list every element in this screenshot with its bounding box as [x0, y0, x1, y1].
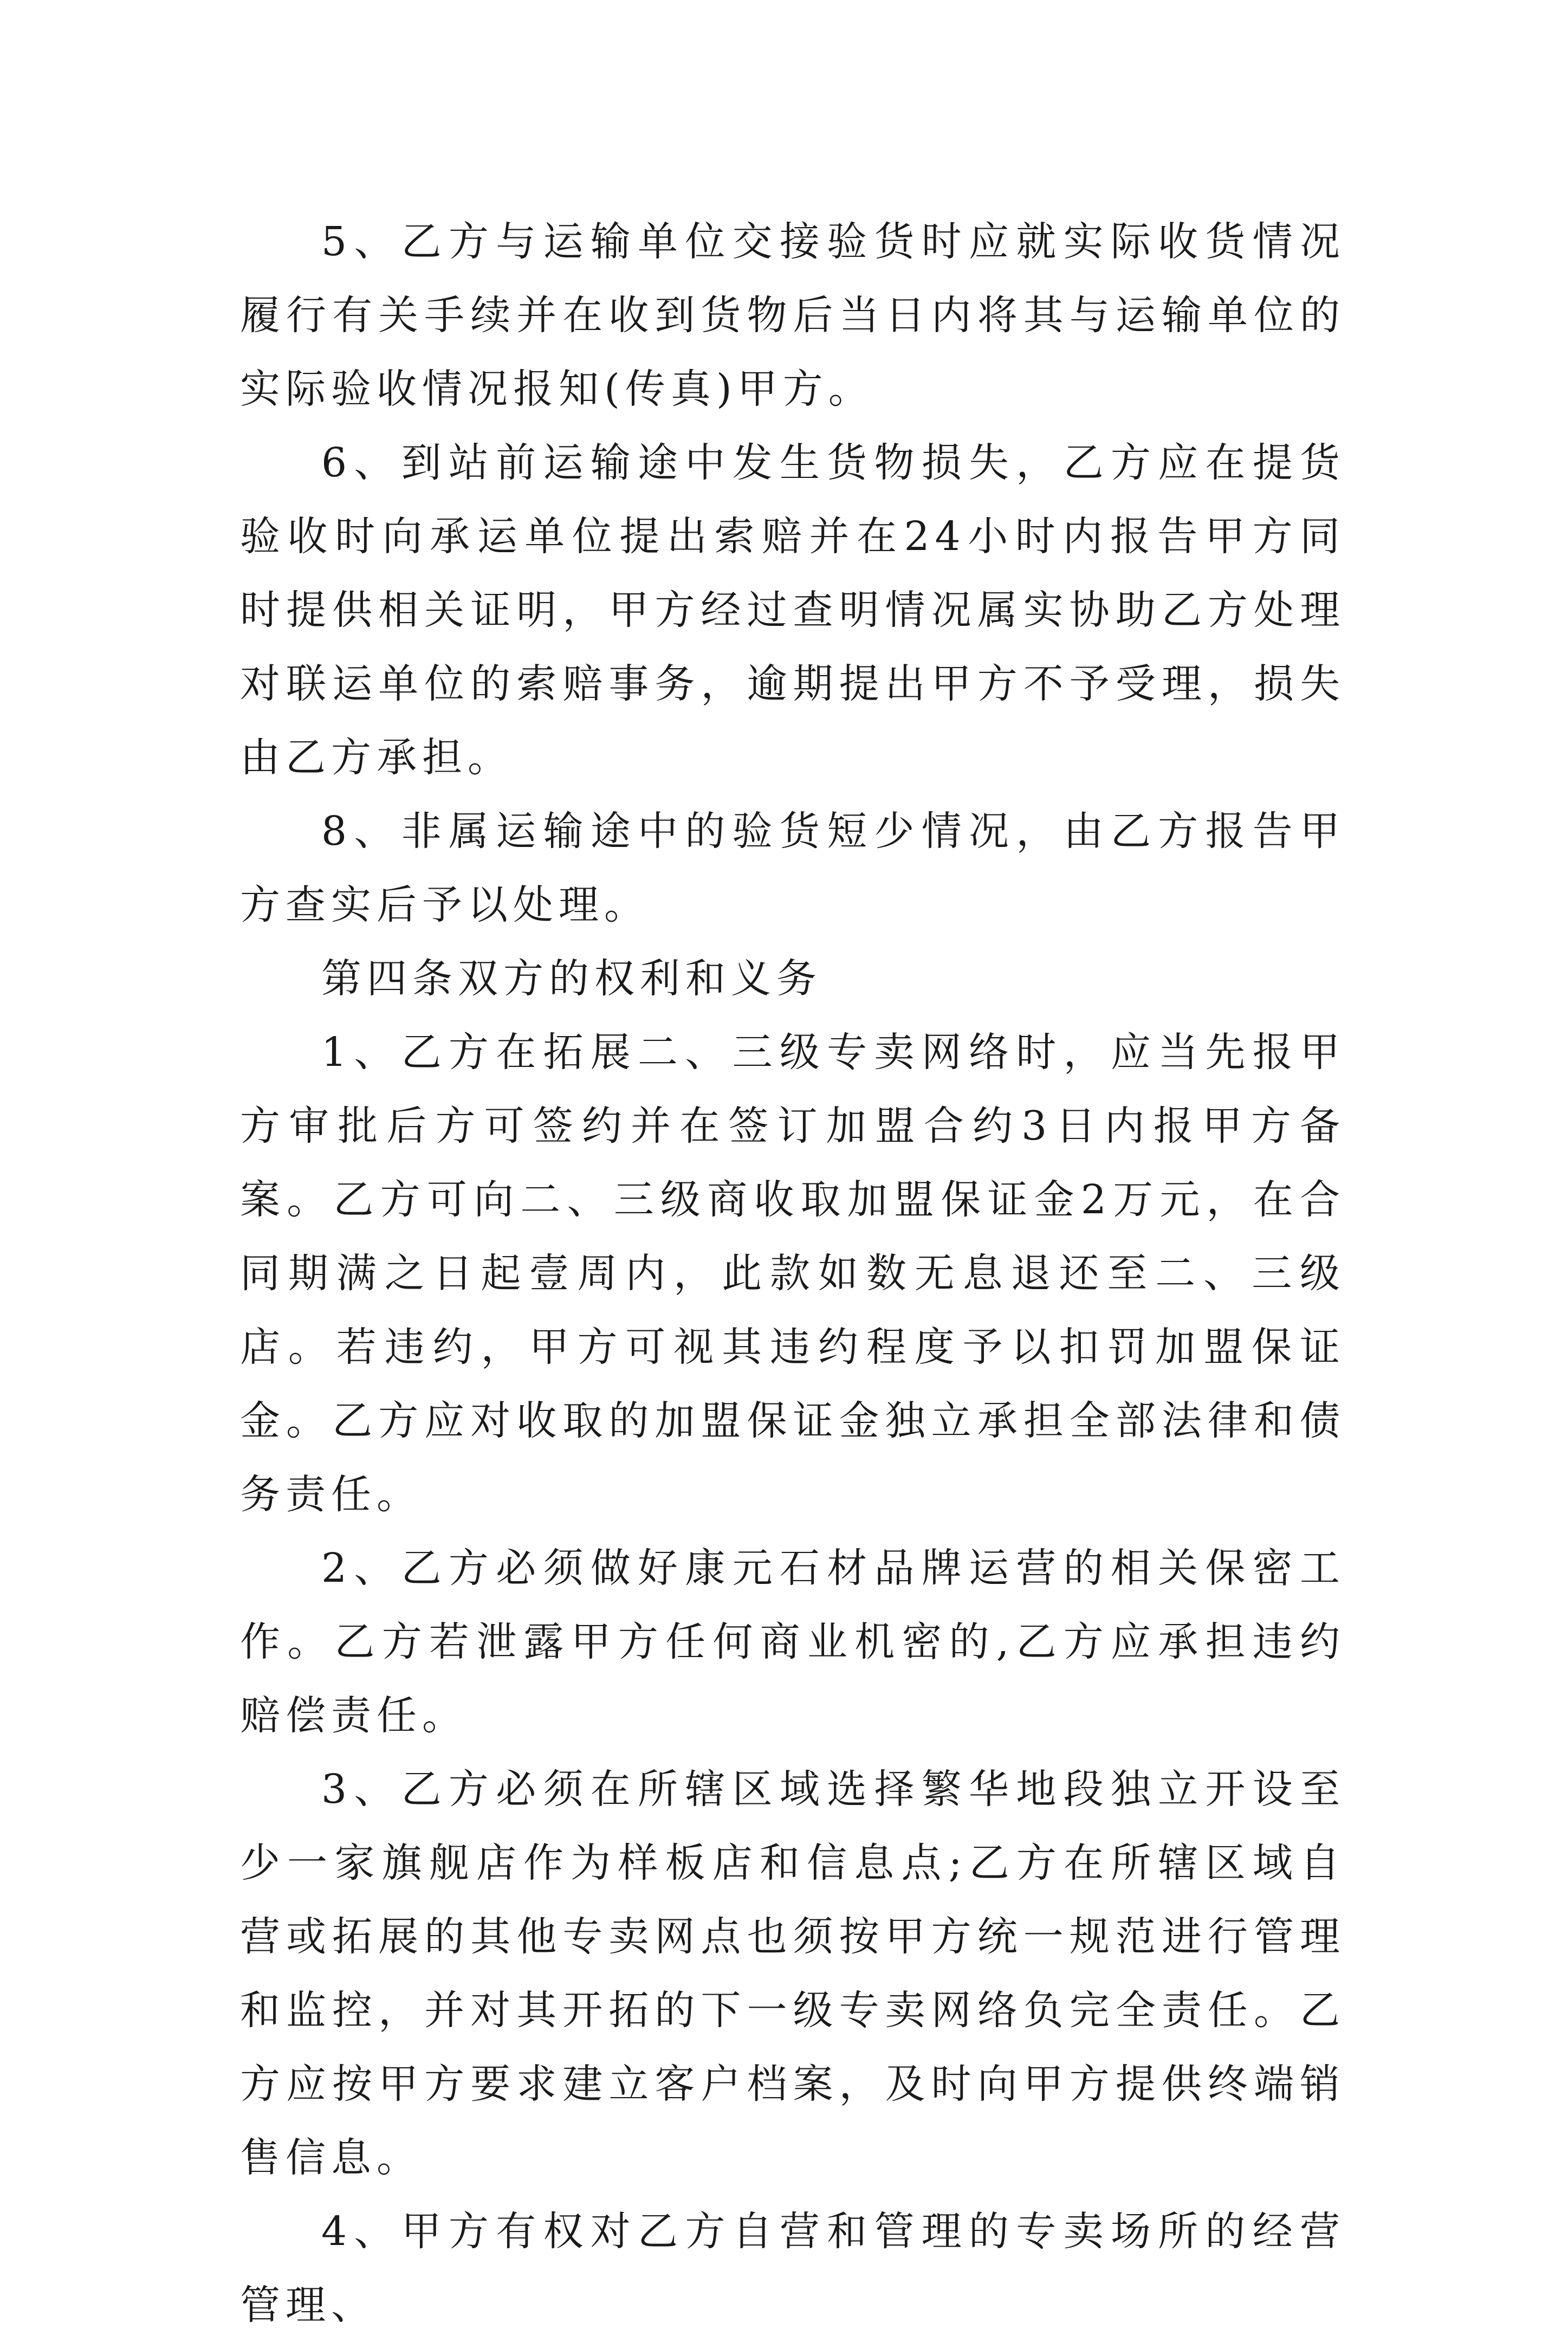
paragraph-article-4-clause-1: 1、乙方在拓展二、三级专卖网络时，应当先报甲方审批后方可签约并在签订加盟合约3日内报甲方备案。乙方可向二、三级商收取加盟保证金2万元，在合同期满之日起壹周内，此款如数无息退还至二、三级店。若违约，甲方可视其违约程度予以扣罚加盟保证金。乙方应对收取的加盟保证金独立承担全部法律和债务责任。 — [240, 1029, 1345, 1518]
paragraph-article-4-clause-4: 4、甲方有权对乙方自营和管理的专卖场所的经营管理、 — [240, 2208, 1345, 2328]
document-body — [240, 205, 1345, 2342]
paragraph-clause-6: 6、到站前运输途中发生货物损失，乙方应在提货验收时向承运单位提出索赔并在24小时内报告甲方同时提供相关证明，甲方经过查明情况属实协助乙方处理对联运单位的索赔事务，逾期提出甲方不予受理，损失由乙方承担。 — [240, 439, 1345, 781]
paragraph-clause-8: 8、非属运输途中的验货短少情况，由乙方报告甲方查实后予以处理。 — [240, 808, 1345, 928]
section-heading-article-4: 第四条双方的权利和义务 — [321, 955, 822, 1002]
paragraph-article-4-clause-2: 2、乙方必须做好康元石材品牌运营的相关保密工作。乙方若泄露甲方任何商业机密的,乙方应承担违约赔偿责任。 — [240, 1545, 1345, 1739]
paragraph-article-4-clause-3: 3、乙方必须在所辖区域选择繁华地段独立开设至少一家旗舰店作为样板店和信息点;乙方在所辖区域自营或拓展的其他专卖网点也须按甲方统一规范进行管理和监控，并对其开拓的下一级专卖网络负完全责任。乙方应按甲方要求建立客户档案，及时向甲方提供终端销售信息。 — [240, 1766, 1345, 2181]
paragraph-clause-5: 5、乙方与运输单位交接验货时应就实际收货情况履行有关手续并在收到货物后当日内将其与运输单位的实际验收情况报知(传真)甲方。 — [240, 218, 1345, 412]
